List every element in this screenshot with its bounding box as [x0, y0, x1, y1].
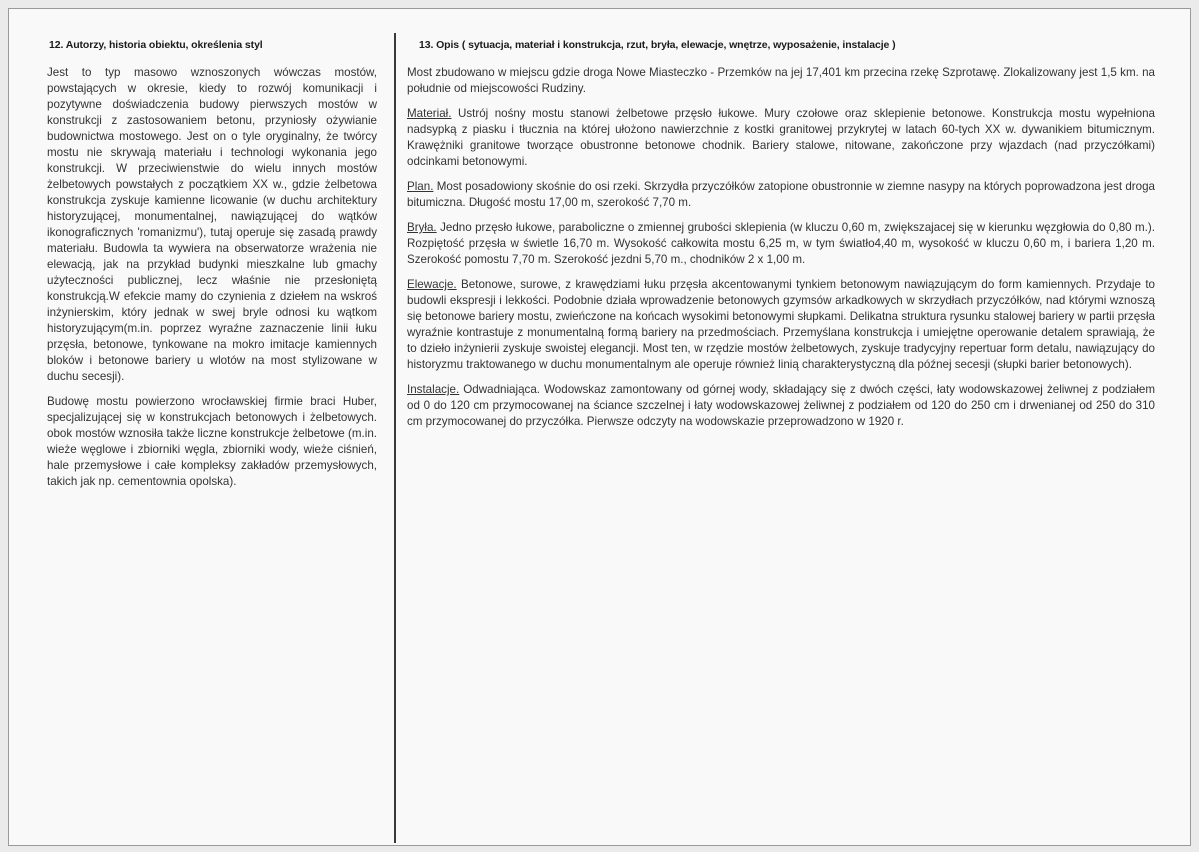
- column-divider: [394, 33, 396, 843]
- section-13-intro: Most zbudowano w miejscu gdzie droga Nowe Miasteczko - Przemków na jej 17,401 km przecina rzekę Szprotawę. Zlokalizowany jest 1,5 km. na południe od miejscowości Rudziny.: [407, 66, 1155, 95]
- item-label: Instalacje.: [407, 383, 460, 396]
- section-12-heading: 12. Autorzy, historia obiektu, określenia styl: [49, 39, 263, 51]
- item-label: Materiał.: [407, 107, 452, 120]
- section-13-item-bryla: [407, 220, 1155, 268]
- form-sheet: [8, 8, 1191, 846]
- section-13-item-plan: [407, 179, 1155, 211]
- section-12-paragraph-2: Budowę mostu powierzono wrocławskiej firmie braci Huber, specjalizującej się w konstrukcjach betonowych i żelbetowych. obok mostów wznosiła także liczne konstrukcje żelbetowe (m.in. wieże węglowe i zbiorniki węgla, zbiorniki wody, wieże ciśnień, hale przemysłowe i całe kompleksy zakładów przemysłowych, takich jak np. cementownia opolska).: [47, 395, 377, 488]
- item-text: Odwadniająca. Wodowskaz zamontowany od górnej wody, składający się z dwóch części, łaty wodowskazowej żeliwnej z podziałem od 0 do 120 cm przymocowanej na ściance szczelnej i łaty wodowskazowej żeliwnej z podziałem od 120 do 250 cm i drwenianej od 250 do 310 cm przymocowanej do przyczółka. Pierwsze odczyty na wodowskazie przeprowadzono w 1920 r.: [407, 383, 1155, 428]
- item-text: Ustrój nośny mostu stanowi żelbetowe przęsło łukowe. Mury czołowe oraz sklepienie betonowe. Konstrukcja mostu wypełniona nadsypką z piasku i tłucznia na której ułożono nawierzchnie z kostki granitowej przykrytej w latach 60-tych XX w. dywanikiem bitumicznym. Krawężniki granitowe tworzące obustronne betonowe chodnik. Bariery stalowe, nitowane, zakończone przy wjazdach (nad przyczółkami) odcinkami betonowymi.: [407, 107, 1155, 168]
- item-label: Plan.: [407, 180, 434, 193]
- item-label: Elewacje.: [407, 278, 457, 291]
- section-13-item-material: [407, 106, 1155, 170]
- section-13-column: [407, 39, 1155, 439]
- item-text: Betonowe, surowe, z krawędziami łuku przęsła akcentowanymi tynkiem betonowym nawiązującym do form kamiennych. Przydaje to budowli ekspresji i lekkości. Podobnie działa wprowadzenie betonowych gzymsów arkadkowych w skrzydłach przyczółków, nad którymi wznoszą się betonowe bariery mostu, zwieńczone na końcach wysokimi betonowymi słupkami. Delikatna struktura rysunku stalowej bariery w partii przęsła wyraźnie kontrastuje z monumentalną formą bariery na przedmościach. Przemyślana konstrukcja i umiejętne operowanie detalem sprawiają, że to dzieło inżynierii zyskuje swoistej elegancji. Most ten, w rzędzie mostów żelbetowych, zyskuje tradycyjny repertuar form detalu, nawiązujący do historyzmu traktowanego w duchu monumentalnym ale operuje również linią charakterystyczną dla późnej secesji (słupki barier betonowych).: [407, 278, 1155, 371]
- section-12-paragraph-1: Jest to typ masowo wznoszonych wówczas mostów, powstających w okresie, kiedy to rozwój komunikacji i pozytywne doświadczenia budowy pierwszych mostów w konstrukcji z zastosowaniem betonu, przyniosły ożywianie budownictwa mostowego. Jest on o tyle oryginalny, że twórcy mostu nie skrywają materiału i technologi wykonania jego konstrukcji. W przeciwienstwie do wielu innych mostów żelbetowych powstałych z początkiem XX w., gdzie żelbetowa konstrukcja zyskuje kamienne licowanie (w duchu architektury historyzującej, monumentalnej, nawiązującej do wątków ikonograficznych 'romanizmu'), tutaj operuje się zasadą prawdy materiału. Budowla ta wywiera na obserwatorze wrażenia nie elewacją, jak na przykład budynki mieszkalne lub gmachy użyteczności publicznej, lecz właśnie nie przesłoniętą konstrukcją.W efekcie mamy do czynienia z dziełem na wskroś inżynierskim, który jednak w swej bryle odnosi ku wątkom historyzującym(m.in. poprzez wyraźne zaznaczenie linii łuku przęsła, betonowe, tynkowane na mokro imitacje kamiennych bloków i betonowe bariery u wlotów na most stylizowane w duchu secesji).: [47, 66, 377, 383]
- item-text: Most posadowiony skośnie do osi rzeki. Skrzydła przyczółków zatopione obustronnie w ziemne nasypy na których poprowadzona jest droga bitumiczna. Długość mostu 17,00 m, szerokość 7,70 m.: [407, 180, 1155, 209]
- section-13-item-elewacje: [407, 277, 1155, 373]
- item-text: Jedno przęsło łukowe, paraboliczne o zmiennej grubości sklepienia (w kluczu 0,60 m, zwiększajacej się w kierunku węzgłowia do 0,80 m.). Rozpiętość przęsła w świetle 16,70 m. Wysokość całkowita mostu 6,25 m, w tym światło4,40 m, wysokość w kluczu 0,60 m, i bariera 1,20 m. Szerokość pomostu 7,70 m. Szerokość jezdni 5,70 m., chodników 2 x 1,00 m.: [407, 221, 1155, 266]
- section-13-heading: 13. Opis ( sytuacja, materiał i konstrukcja, rzut, bryła, elewacje, wnętrze, wyposażenie, instalacje ): [419, 39, 896, 51]
- item-label: Bryła.: [407, 221, 437, 234]
- section-13-item-instalacje: [407, 382, 1155, 430]
- section-12-column: [47, 39, 377, 499]
